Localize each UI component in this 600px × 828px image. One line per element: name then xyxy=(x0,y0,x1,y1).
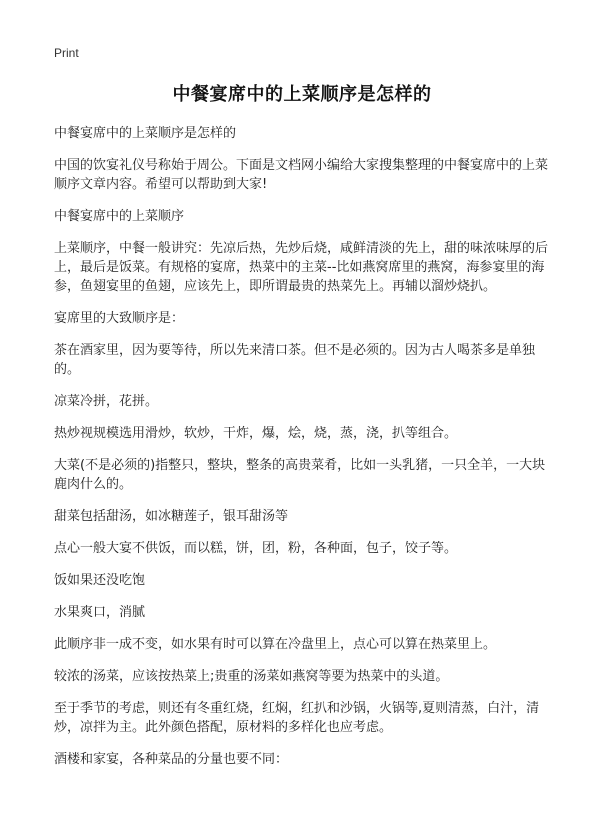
paragraph-section-heading: 中餐宴席中的上菜顺序 xyxy=(54,209,185,224)
paragraph-soups: 较浓的汤菜，应该按热菜上;贵重的汤菜如燕窝等要为热菜中的头道。 xyxy=(54,669,449,684)
document-title: 中餐宴席中的上菜顺序是怎样的 xyxy=(172,84,432,105)
paragraph-rice: 饭如果还没吃饱 xyxy=(54,573,146,588)
paragraph-sweet-dishes: 甜菜包括甜汤，如冰糖莲子，银耳甜汤等 xyxy=(54,509,289,524)
paragraph-serving-order: 上菜顺序，中餐一般讲究：先凉后热，先炒后烧，咸鲜清淡的先上，甜的味浓味厚的后上，最后是饭菜。有规格的宴席，热菜中的主菜--比如燕窝席里的燕窝，海参宴里的海参，鱼翅宴里的鱼翅，应该先上，即所谓最贵的热菜先上。再辅以溜炒烧扒。 xyxy=(54,241,549,294)
paragraph-hot-stir-fry: 热炒视规模选用滑炒，软炒，干炸，爆，烩，烧，蒸，浇，扒等组合。 xyxy=(54,426,458,441)
paragraph-tea: 茶在酒家里，因为要等待，所以先来清口茶。但不是必须的。因为古人喝茶多是单独的。 xyxy=(54,343,536,377)
paragraph-seasons: 至于季节的考虑，则还有冬重红烧，红焖，红扒和沙锅，火锅等,夏则清蒸，白汁，清炒，凉拌为主。此外颜色搭配，原材料的多样化也应考虑。 xyxy=(54,701,540,735)
paragraph-dim-sum: 点心一般大宴不供饭，而以糕，饼，团，粉，各种面，包子，饺子等。 xyxy=(54,541,458,556)
paragraph-fruit: 水果爽口，消腻 xyxy=(54,605,146,620)
paragraph-general-sequence: 宴席里的大致顺序是： xyxy=(54,311,185,326)
paragraph-subtitle: 中餐宴席中的上菜顺序是怎样的 xyxy=(54,126,237,141)
paragraph-intro: 中国的饮宴礼仪号称始于周公。下面是文档网小编给大家搜集整理的中餐宴席中的上菜顺序文章内容。希望可以帮助到大家! xyxy=(54,158,549,192)
print-label: Print xyxy=(54,46,79,60)
paragraph-main-dishes: 大菜(不是必须的)指整只，整块，整条的高贵菜肴，比如一头乳猪，一只全羊，一大块鹿肉什么的。 xyxy=(54,458,546,492)
paragraph-portions: 酒楼和家宴，各种菜品的分量也要不同： xyxy=(54,752,289,767)
paragraph-flexibility: 此顺序非一成不变，如水果有时可以算在冷盘里上，点心可以算在热菜里上。 xyxy=(54,637,497,652)
paragraph-cold-dishes: 凉菜冷拼，花拼。 xyxy=(54,394,159,409)
